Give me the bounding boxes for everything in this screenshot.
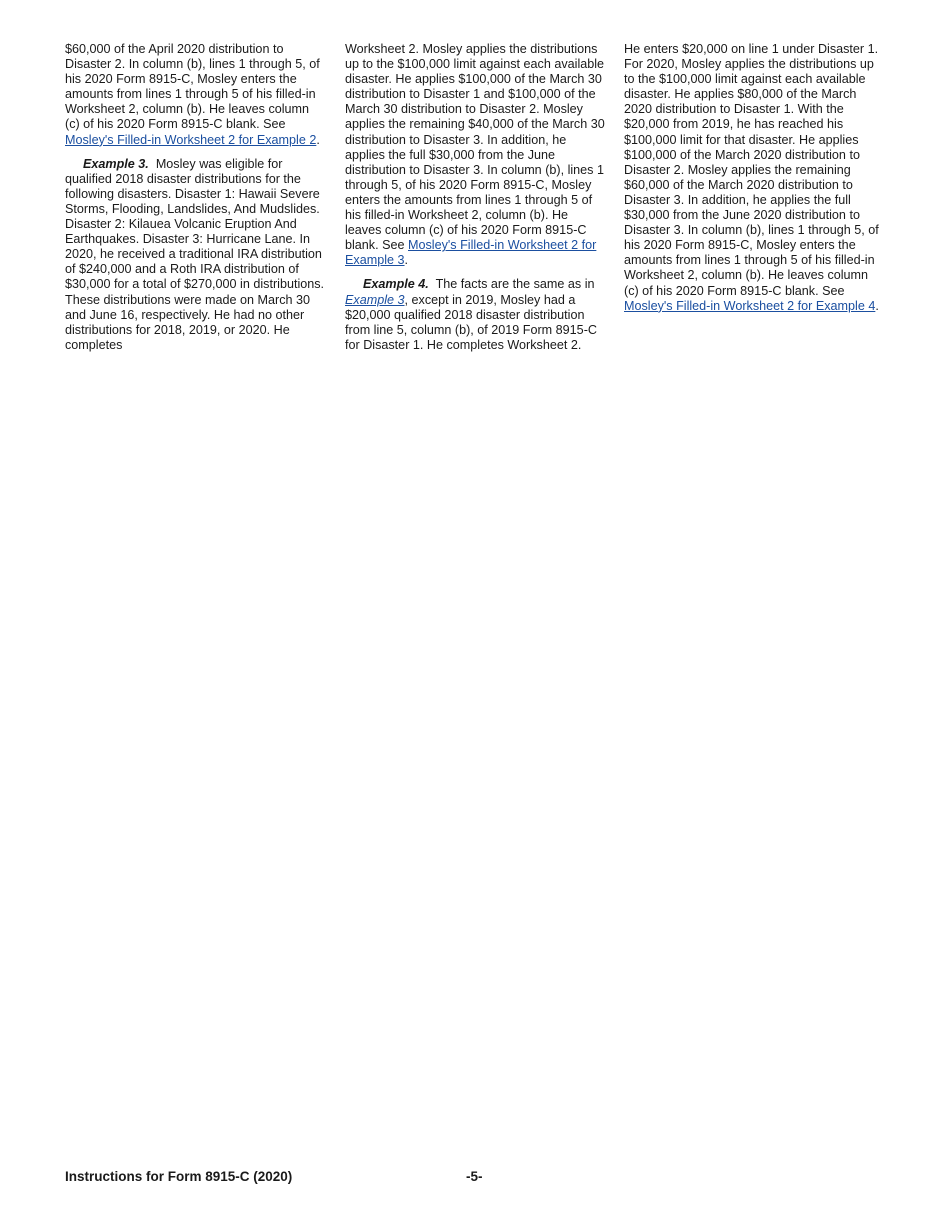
paragraph-example-3 <box>65 157 327 353</box>
text-column-3 <box>624 42 886 323</box>
footer-title: Instructions for Form 8915-C (2020) <box>65 1169 293 1184</box>
paragraph-example-4 <box>345 277 607 352</box>
text-column-2 <box>345 42 607 362</box>
paragraph-text: Mosley was eligible for qualified 2018 disaster distributions for the following disasters. Disaster 1: Hawaii Severe Storms, Flooding, Landslides, And Mudslides. Disaster 2: Kilauea Volcanic Eruption And Earthquakes. Disaster 3: Hurricane Lane. In 2020, he received a traditional IRA distribution of $240,000 and a Roth IRA distribution of $30,000 for a total of $270,000 in distributions. These distributions were made on March 30 and June 16, respectively. He had no other distributions for 2018, 2019, or 2020. He completes <box>65 156 325 352</box>
link-worksheet-2-example-2[interactable]: Mosley's Filled-in Worksheet 2 for Example 2 <box>65 132 317 147</box>
text-column-1 <box>65 42 327 362</box>
paragraph-end: . <box>404 253 409 268</box>
link-example-3[interactable]: Example 3 <box>345 292 405 307</box>
example-3-label: Example 3. <box>83 156 149 171</box>
link-worksheet-2-example-4[interactable]: Mosley's Filled-in Worksheet 2 for Example 4 <box>624 298 876 313</box>
paragraph-example-3-continued <box>345 42 607 268</box>
paragraph-text: , except in 2019, Mosley had a $20,000 qualified 2018 disaster distribution from line 5, column (b), of 2019 Form 8915-C for Disaster 1. He completes Worksheet 2. <box>345 292 597 352</box>
example-4-label: Example 4. <box>363 277 429 292</box>
paragraph-example-4-continued <box>624 42 886 314</box>
paragraph-end: . <box>875 298 879 313</box>
paragraph-end: . <box>316 132 320 147</box>
page-number: -5- <box>466 1169 483 1184</box>
link-worksheet-2-example-3[interactable]: Mosley's Filled-in Worksheet 2 for Example 3 <box>345 238 597 268</box>
paragraph-text: $60,000 of the April 2020 distribution to Disaster 2. In column (b), lines 1 through 5, of his 2020 Form 8915-C, Mosley enters the amounts from lines 1 through 5 of his filled-in Worksheet 2, column (b). He leaves column (c) of his 2020 Form 8915-C blank. See <box>65 42 320 132</box>
paragraph-example-2-continued <box>65 42 327 148</box>
paragraph-text: He enters $20,000 on line 1 under Disaster 1. For 2020, Mosley applies the distributions up to the $100,000 limit against each available disaster. He applies $80,000 of the March 2020 distribution to Disaster 1. With the $20,000 from 2019, he has reached his $100,000 limit for that disaster. He applies $100,000 of the March 2020 distribution to Disaster 2. Mosley applies the remaining $60,000 of the March 2020 distribution to Disaster 3. In addition, he applies the full $30,000 from the June 2020 distribution to Disaster 3. In column (b), lines 1 through 5, of his 2020 Form 8915-C, Mosley enters the amounts from lines 1 through 5 of his filled-in Worksheet 2, column (b). He leaves column (c) of his 2020 Form 8915-C blank. See <box>624 42 879 298</box>
paragraph-text: Worksheet 2. Mosley applies the distributions up to the $100,000 limit against each available disaster. He applies $100,000 of the March 30 distribution to Disaster 1 and $100,000 of the March 30 distribution to Disaster 2. Mosley applies the remaining $40,000 of the March 30 distribution to Disaster 3. In addition, he applies the full $30,000 from the June distribution to Disaster 3. In column (b), lines 1 through 5, of his 2020 Form 8915-C, Mosley enters the amounts from lines 1 through 5 of his filled-in Worksheet 2, column (b). He leaves column (c) of his 2020 Form 8915-C blank. See <box>345 42 605 253</box>
paragraph-text: The facts are the same as in <box>435 277 595 292</box>
